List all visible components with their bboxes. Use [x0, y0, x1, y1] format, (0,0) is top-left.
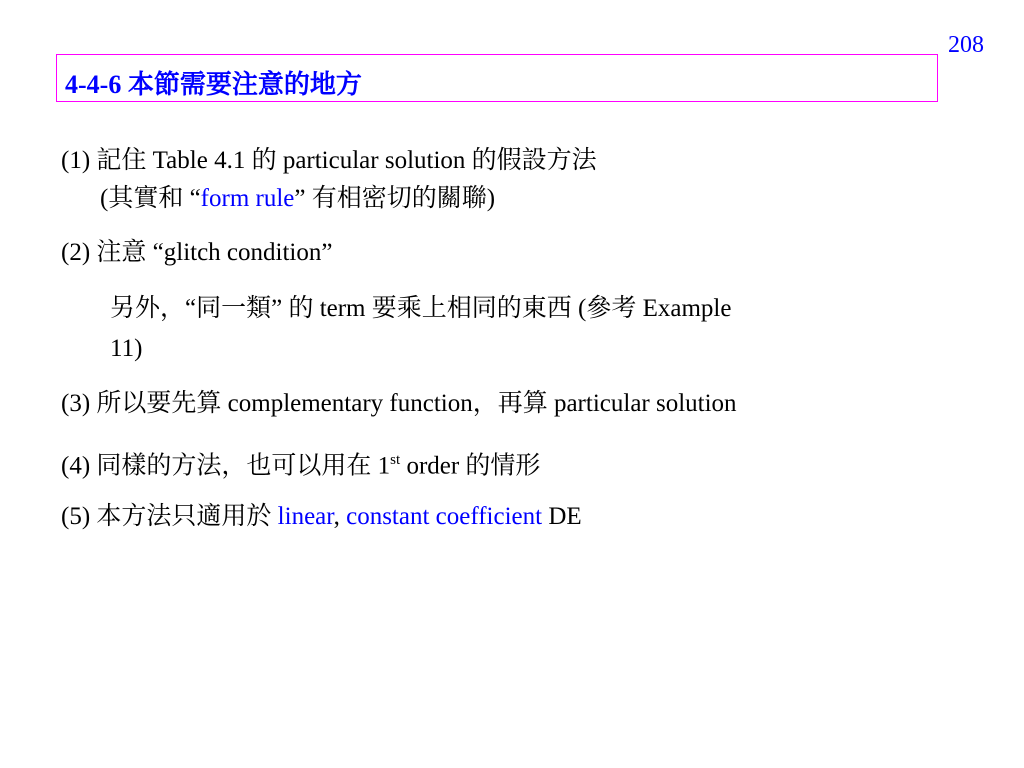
list-item-2-note-line2: 11) — [110, 335, 143, 362]
form-rule-text: form rule — [200, 185, 295, 212]
item-text: 注意 “glitch condition” — [90, 239, 333, 266]
linear-text: linear — [277, 503, 334, 530]
item-number: (2) — [61, 239, 91, 266]
list-item-3 — [61, 389, 737, 419]
list-item-2-note-line1: 另外，“同一類” 的 term 要乘上相同的東西 (參考 Example — [110, 295, 732, 322]
constant-coefficient-text: constant coefficient — [346, 503, 543, 530]
note-text-pre: (其實和 “ — [100, 185, 201, 212]
item-text-pre: 同樣的方法，也可以用在 1 — [90, 452, 391, 480]
item-number: (1) — [61, 147, 91, 174]
item-text-post: order 的情形 — [400, 452, 541, 480]
title-box — [56, 54, 938, 102]
list-item-1-note — [100, 184, 495, 214]
item-number: (3) — [61, 390, 91, 417]
item-number: (4) — [61, 452, 91, 480]
item-text-post: DE — [542, 503, 582, 530]
item-text: 所以要先算 complementary function，再算 particular solution — [90, 390, 737, 417]
item-text-pre: 本方法只適用於 — [90, 503, 278, 530]
item-number: (5) — [61, 503, 91, 530]
superscript-st: st — [390, 452, 401, 468]
comma-text: , — [333, 503, 347, 530]
note-text-post: ” 有相密切的關聯) — [294, 185, 496, 212]
list-item-5 — [61, 502, 582, 532]
item-text: 記住 Table 4.1 的 particular solution 的假設方法 — [90, 147, 597, 174]
list-item-4 — [61, 445, 540, 481]
page-number: 208 — [948, 32, 984, 58]
list-item-1 — [61, 146, 597, 176]
slide-title: 4-4-6 本節需要注意的地方 — [65, 70, 362, 99]
list-item-2 — [61, 238, 332, 268]
